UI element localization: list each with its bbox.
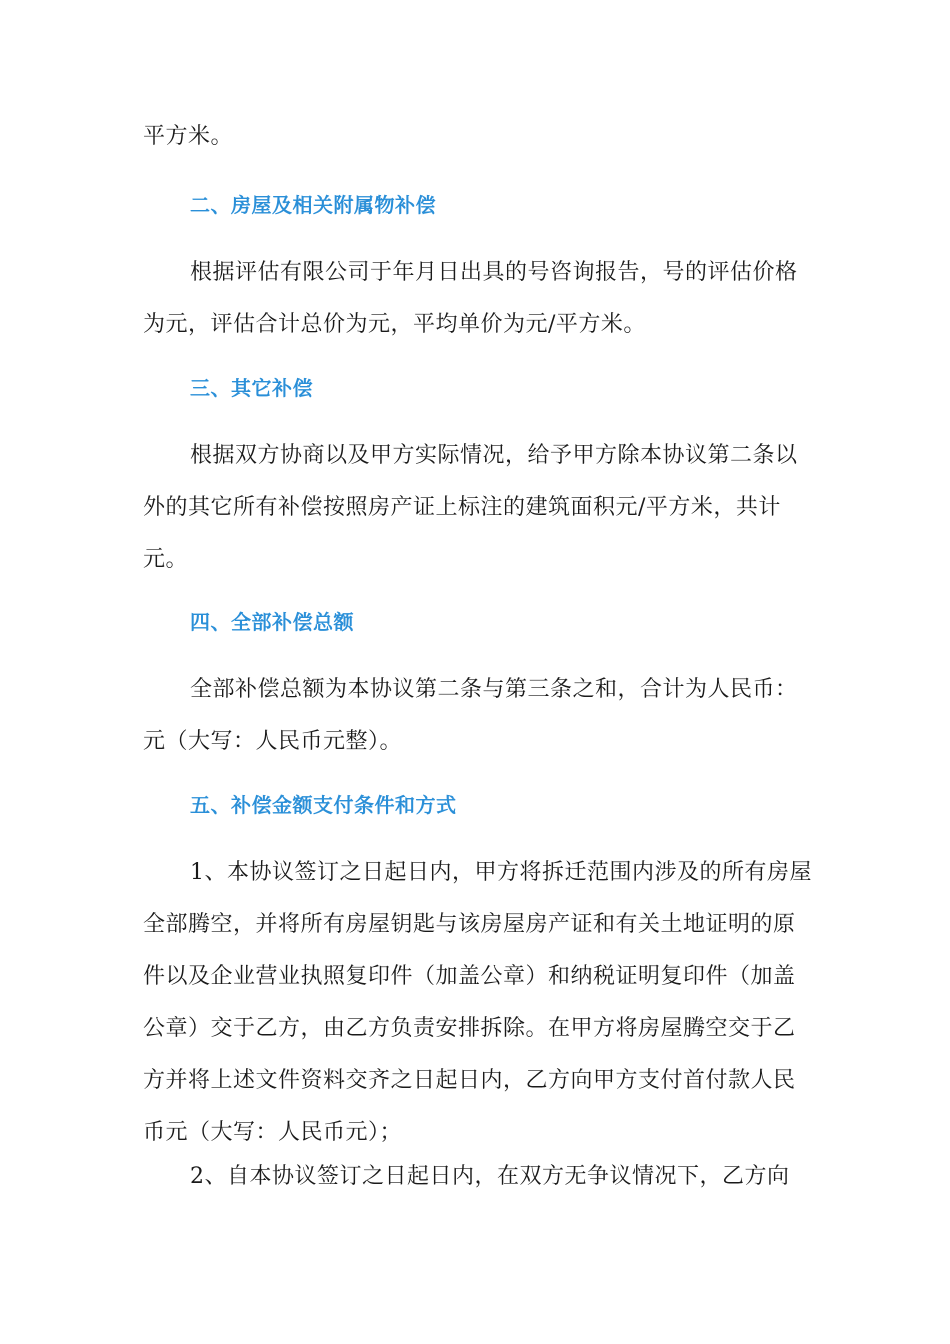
section-5-item-2: 2、自本协议签订之日起日内，在双方无争议情况下，乙方向 bbox=[190, 1164, 790, 1189]
section-2-heading: 二、房屋及相关附属物补偿 bbox=[190, 193, 436, 217]
section-5-heading: 五、补偿金额支付条件和方式 bbox=[190, 793, 457, 817]
section-2-paragraph: 根据评估有限公司于年月日出具的号咨询报告，号的评估价格为元，评估合计总价为元，平均单价为元/平方米。 bbox=[143, 260, 798, 337]
continuation-text: 平方米。 bbox=[143, 124, 234, 149]
section-3-heading: 三、其它补偿 bbox=[190, 376, 313, 400]
section-5-item-1: 1、本协议签订之日起日内，甲方将拆迁范围内涉及的所有房屋全部腾空，并将所有房屋钥匙与该房屋房产证和有关土地证明的原件以及企业营业执照复印件（加盖公章）和纳税证明复印件（加盖公章）交于乙方，由乙方负责安排拆除。在甲方将房屋腾空交于乙方并将上述文件资料交齐之日起日内，乙方向甲方支付首付款人民币元（大写：人民币元）； bbox=[143, 860, 812, 1145]
section-4-heading: 四、全部补偿总额 bbox=[190, 610, 354, 634]
section-4-paragraph: 全部补偿总额为本协议第二条与第三条之和，合计为人民币：元（大写：人民币元整）。 bbox=[143, 677, 798, 754]
section-3-paragraph: 根据双方协商以及甲方实际情况，给予甲方除本协议第二条以外的其它所有补偿按照房产证上标注的建筑面积元/平方米，共计元。 bbox=[143, 443, 798, 572]
